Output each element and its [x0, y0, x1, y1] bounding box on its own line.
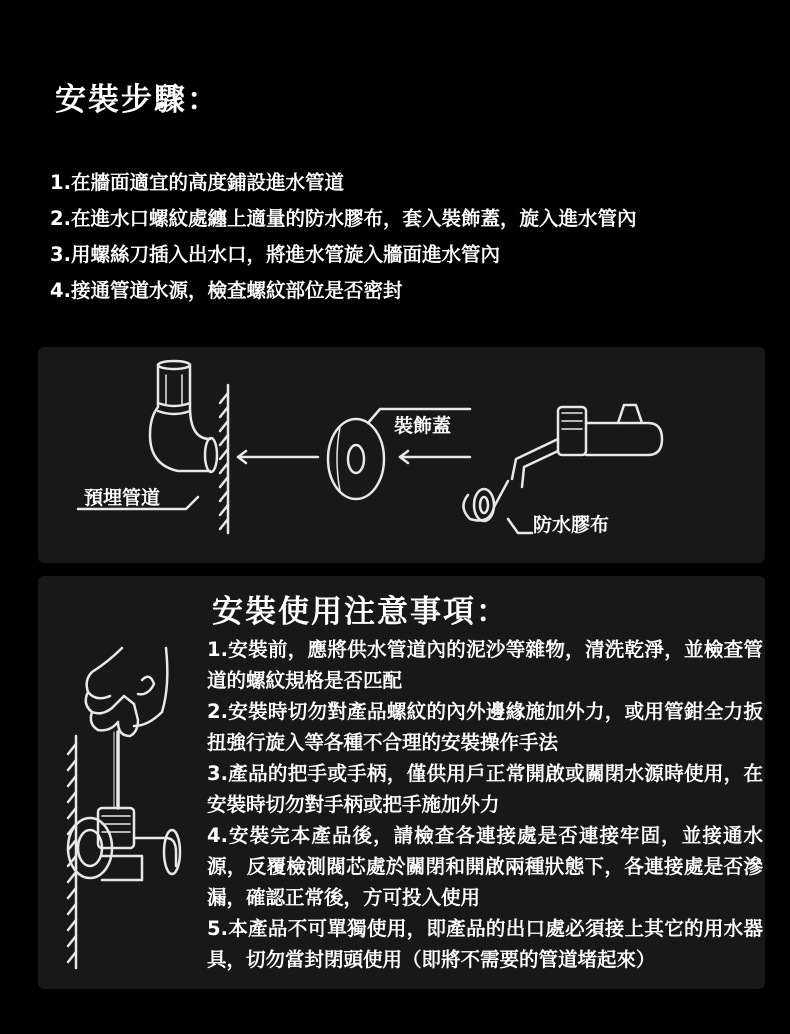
- hand-tightening-valve-illustration: [38, 576, 198, 989]
- angle-valve-illustration: [463, 405, 662, 521]
- arrow-icon: [400, 451, 470, 463]
- install-steps-title: 安裝步驟：: [55, 82, 220, 118]
- usage-note: 5.本產品不可單獨使用，即產品的出口處必須接上其它的用水器具，切勿當封閉頭使用（即將不需要的管道堵起來）: [207, 917, 763, 971]
- usage-note: 1.安裝前，應將供水管道內的泥沙等雜物，清洗乾淨，並檢查管道的螺紋規格是否匹配: [207, 638, 763, 692]
- screwdriver-illustration: [114, 732, 118, 808]
- install-step: 3.用螺絲刀插入出水口，將進水管旋入牆面進水管內: [50, 243, 500, 266]
- installation-diagram-panel: [38, 347, 765, 563]
- usage-note: 3.產品的把手或手柄，僅供用戶正常開啟或關閉水源時使用，在安裝時切勿對手柄或把手施加外力: [207, 762, 763, 816]
- label-embedded-pipe: 預埋管道: [84, 487, 161, 509]
- angle-valve-illustration: [68, 808, 180, 880]
- label-waterproof-tape: 防水膠布: [533, 514, 610, 536]
- decorative-cover-illustration: [328, 419, 384, 499]
- label-decorative-cover: 裝飾蓋: [394, 415, 452, 437]
- embedded-pipe-illustration: [150, 361, 217, 472]
- usage-note: 2.安裝時切勿對產品螺紋的內外邊緣施加外力，或用管鉗全力扳扭強行旋入等各種不合理的安裝操作手法: [207, 700, 763, 754]
- arrow-icon: [238, 451, 318, 463]
- usage-notes-list: [207, 634, 763, 975]
- hand-illustration: [86, 648, 168, 736]
- install-step: 2.在進水口螺紋處纏上適量的防水膠布，套入裝飾蓋，旋入進水管內: [50, 207, 637, 230]
- install-step: 1.在牆面適宜的高度鋪設進水管道: [50, 171, 344, 194]
- install-steps-list: [50, 165, 780, 309]
- usage-notes-title: 安裝使用注意事項：: [212, 594, 509, 630]
- usage-notes-panel: [38, 576, 765, 989]
- wall-illustration: [220, 385, 228, 533]
- install-step: 4.接通管道水源，檢查螺紋部位是否密封: [50, 279, 403, 302]
- installation-diagram: [38, 347, 765, 563]
- usage-note: 4.安裝完本產品後，請檢查各連接處是否連接牢固，並接通水源，反覆檢測閥芯處於關閉和開啟兩種狀態下，各連接處是否滲漏，確認正常後，方可投入使用: [207, 824, 763, 909]
